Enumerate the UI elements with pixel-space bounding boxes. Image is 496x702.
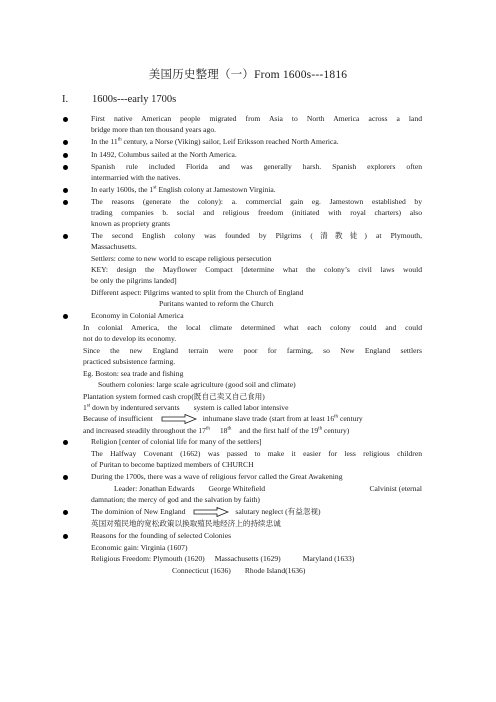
right-arrow-icon — [161, 414, 197, 424]
text-line — [91, 137, 339, 147]
text-line: trading companies b. social and religious freedom (initiated with royal charters) also — [91, 208, 422, 217]
text-line: In 1492, Columbus sailed at the North America. — [91, 150, 237, 159]
text-line: In colonial America, the local climate determined what each colony could and could — [83, 323, 422, 332]
text-segment: inhumane slave trade (start from at least 16 — [202, 414, 335, 423]
text-line — [83, 426, 349, 436]
text-segment: Maryland (1633) — [302, 554, 355, 563]
superscript: st — [86, 403, 91, 409]
text-line: known as propriety grants — [91, 219, 171, 228]
text-line — [114, 484, 422, 494]
text-line: Economic gain: Virginia (1607) — [91, 543, 188, 552]
bullet-dot — [63, 200, 68, 205]
text-line: intermarried with the natives. — [91, 173, 181, 182]
text-segment: and the first half of the 19 — [239, 426, 319, 435]
bullet-dot — [63, 510, 68, 515]
bullet-dot — [63, 534, 68, 539]
text-line — [83, 414, 363, 424]
bullet-dot — [63, 475, 68, 480]
text-line: be only the pilgrims landed] — [91, 276, 177, 285]
text-line: Since the new England terrain were poor for farming, so New England settlers — [83, 346, 422, 355]
text-line: Reasons for the founding of selected Colonies — [91, 531, 232, 540]
text-line: Settlers: come to new world to escape religious persecution — [91, 254, 272, 263]
superscript: st — [153, 185, 157, 191]
bullet-dot — [63, 314, 68, 319]
text-segment: system is called labor intensive — [193, 403, 289, 412]
text-line — [83, 403, 288, 413]
text-line: practiced subsistence farming. — [83, 357, 176, 366]
text-line: The second English colony was founded by Pilgrims (清教徒) at Plymouth, — [91, 231, 422, 240]
text-line: Plantation system formed cash crop(既自己卖又自己食用) — [83, 392, 265, 401]
text-segment: Leader: Jonathan Edwards — [114, 484, 195, 493]
text-segment: century, a Norse (Viking) sailor, Leif Eriksson reached North America. — [121, 137, 339, 146]
text-segment: 1 — [83, 403, 87, 412]
text-line: Spanish rule included Florida and was generally harsh. Spanish explorers often — [91, 162, 422, 171]
text-segment: In the 11 — [91, 137, 118, 146]
text-segment: Calvinist (eternal — [369, 484, 422, 493]
superscript: th — [334, 414, 339, 420]
text-segment: century) — [322, 426, 350, 435]
text-line: not do to develop its economy. — [83, 334, 177, 343]
text-segment: Rhode Island(1636) — [244, 566, 306, 575]
text-line: damnation; the mercy of god and the salvation by faith) — [91, 495, 260, 504]
text-line — [91, 554, 354, 564]
section-title: 1600s---early 1700s — [92, 94, 177, 105]
text-line: Southern colonies: large scale agriculture (good soil and climate) — [98, 380, 296, 389]
text-line — [172, 566, 305, 576]
superscript: th — [227, 426, 232, 432]
text-line: The reasons (generate the colony): a. commercial gain eg. Jamestown established by — [91, 197, 422, 206]
text-segment: Religious Freedom: Plymouth (1620) — [91, 554, 205, 563]
text-segment: Connecticut (1636) — [172, 566, 231, 575]
text-line: Religion [center of colonial life for many of the settlers] — [91, 437, 262, 446]
text-segment: The dominion of New England — [91, 507, 186, 516]
text-line: Puritans wanted to reform the Church — [159, 299, 274, 308]
text-segment: English colony at Jamestown Virginia. — [156, 185, 276, 194]
text-segment: salutary neglect (有益忽视) — [235, 507, 321, 516]
superscript: th — [205, 426, 210, 432]
text-line: Eg. Boston: sea trade and fishing — [83, 369, 184, 378]
text-line: First native American people migrated from Asia to North America across a land — [91, 114, 422, 123]
page-title: 美国历史整理（一）From 1600s---1816 — [148, 69, 348, 81]
text-line: bridge more than ten thousand years ago. — [91, 125, 217, 134]
text-line: KEY: design the Mayflower Compact [determine what the colony’s civil laws would — [91, 265, 422, 274]
text-line: of Puritan to become baptized members of CHURCH — [91, 460, 254, 469]
text-segment: George Whitefield — [208, 484, 265, 493]
bullet-dot — [63, 153, 68, 158]
superscript: th — [318, 426, 323, 432]
bullet-dot — [63, 165, 68, 170]
text-segment: century — [338, 414, 363, 423]
text-segment: and increased steadily throughout the 17 — [83, 426, 206, 435]
text-segment: Massachusetts (1629) — [214, 554, 281, 563]
text-line: 英国对殖民地的宽松政策以换取殖民地经济上的持续忠诚 — [91, 519, 281, 528]
text-line: Different aspect: Pilgrims wanted to split from the Church of England — [91, 288, 304, 297]
text-segment: In early 1600s, the 1 — [91, 185, 154, 194]
section-heading — [62, 94, 176, 105]
bullet-dot — [63, 188, 68, 193]
text-line: The Halfway Covenant (1662) was passed to make it easier for less religious children — [91, 449, 422, 458]
text-segment: down by indentured servants — [90, 403, 180, 412]
text-line: During the 1700s, there was a wave of religious fervor called the Great Awakening — [91, 472, 343, 481]
text-segment: Because of insufficient — [83, 414, 153, 423]
text-line: Massachusetts. — [91, 242, 137, 251]
text-segment: 18 — [219, 426, 228, 435]
text-line — [91, 185, 276, 195]
bullet-dot — [63, 140, 68, 145]
text-line — [91, 507, 321, 517]
bullet-dot — [63, 234, 68, 239]
text-line: Economy in Colonial America — [91, 311, 184, 320]
bullet-dot — [63, 440, 68, 445]
bullet-dot — [63, 117, 68, 122]
superscript: th — [117, 137, 122, 143]
right-arrow-icon — [193, 507, 229, 517]
section-number: I. — [62, 94, 69, 105]
